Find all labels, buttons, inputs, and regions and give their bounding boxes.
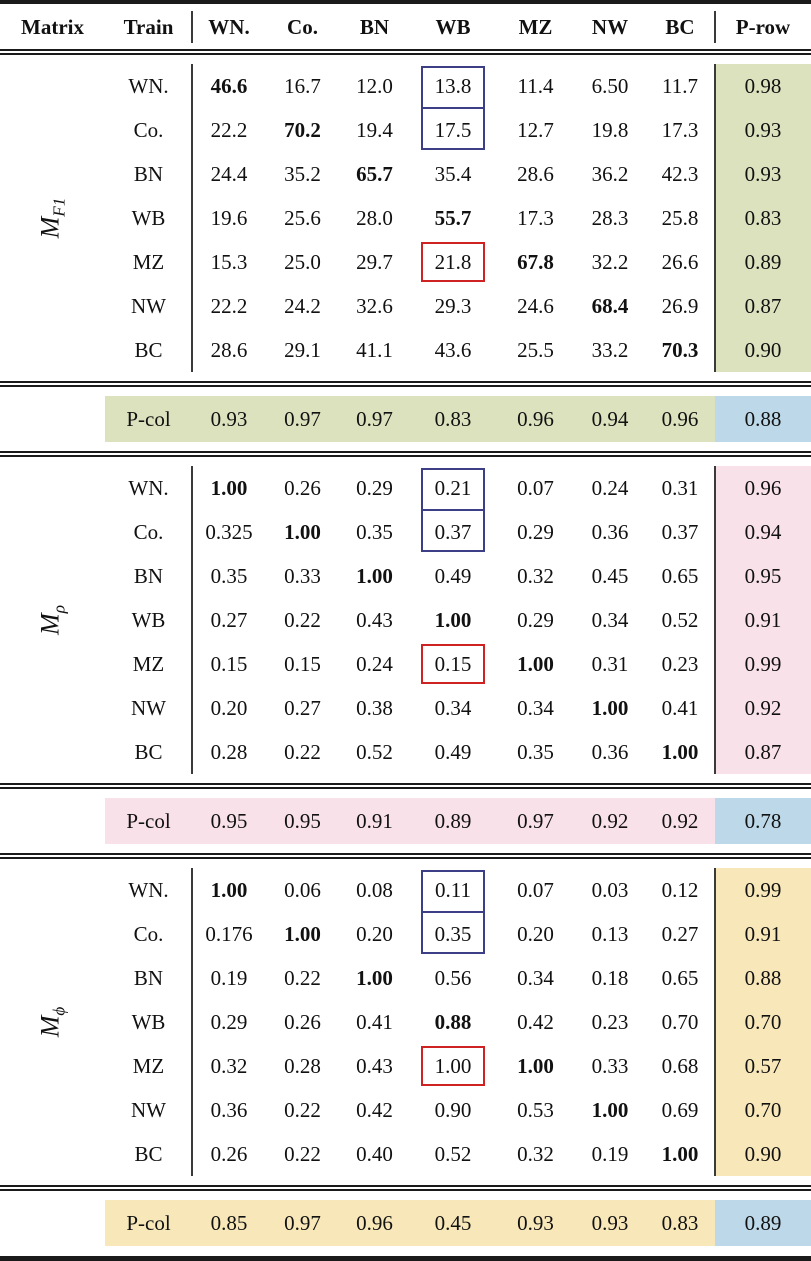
cell-value: 0.31 <box>591 652 629 676</box>
cell-value: 28.6 <box>517 162 554 186</box>
cell-value: 24.2 <box>284 294 321 318</box>
cell-value: 70.2 <box>284 118 321 142</box>
cell-value: 0.40 <box>356 1142 393 1166</box>
cell-value: 0.24 <box>356 652 393 676</box>
cell-value: 1.00 <box>356 564 393 588</box>
train-label-bn: BN <box>133 966 164 990</box>
prow-value: 0.92 <box>715 686 811 730</box>
cell-text: 0.11 <box>435 878 471 902</box>
prow-value: 0.91 <box>715 912 811 956</box>
pcol-value: 0.83 <box>410 396 496 442</box>
cell-value: 19.6 <box>192 196 266 240</box>
cell-value: 0.34 <box>591 608 629 632</box>
cell-value: 0.32 <box>192 1044 266 1088</box>
table-row <box>0 240 811 284</box>
table-row <box>0 284 811 328</box>
cell-value: 0.68 <box>661 1054 699 1078</box>
cell-value: 67.8 <box>517 250 554 274</box>
column-header-bc: BC <box>665 15 695 39</box>
cell-value: 0.38 <box>356 696 393 720</box>
pcol-value: 0.96 <box>645 396 715 442</box>
pcol-value: 0.97 <box>496 798 575 844</box>
train-label-wb: WB <box>131 1010 166 1034</box>
cell-value: 0.34 <box>517 696 554 720</box>
pcol-value: 0.96 <box>496 396 575 442</box>
cell-value: 70.3 <box>661 338 699 362</box>
train-label-bc: BC <box>134 1142 163 1166</box>
cell-value: 26.9 <box>661 294 699 318</box>
cell-value: 0.32 <box>517 1142 554 1166</box>
table-row <box>0 554 811 598</box>
cell-value: 0.20 <box>356 922 393 946</box>
pcol-value: 0.83 <box>645 1200 715 1246</box>
column-header-mz: MZ <box>518 15 553 39</box>
pcol-value: 0.93 <box>575 1200 645 1246</box>
cell-value: 1.00 <box>284 520 321 544</box>
cell-value: 1.00 <box>591 696 629 720</box>
cell-value <box>410 64 496 108</box>
cell-text: 1.00 <box>434 1054 472 1078</box>
pcol-value: 0.96 <box>339 1200 410 1246</box>
train-label-wb: WB <box>131 206 166 230</box>
cell-value: 0.42 <box>517 1010 554 1034</box>
cell-value: 0.49 <box>434 740 472 764</box>
pcol-matrix-spacer <box>0 798 105 844</box>
cell-value: 25.5 <box>517 338 554 362</box>
pcol-matrix-spacer <box>0 1200 105 1246</box>
cell-text: 13.8 <box>434 74 472 98</box>
cell-value: 0.29 <box>192 1000 266 1044</box>
cell-value: 0.34 <box>517 966 554 990</box>
block-2-top-spacer <box>0 859 811 868</box>
cell-value: 0.32 <box>517 564 554 588</box>
cell-value: 0.52 <box>356 740 393 764</box>
cell-value: 0.65 <box>661 966 699 990</box>
cell-value: 28.3 <box>591 206 629 230</box>
cell-value: 17.3 <box>661 118 699 142</box>
cell-value <box>410 466 496 510</box>
cell-value: 0.69 <box>661 1098 699 1122</box>
train-label-bc: BC <box>134 338 163 362</box>
column-header-wb: WB <box>435 15 471 39</box>
block-1-pcol-bottom-spacer <box>0 844 811 853</box>
cell-value: 0.26 <box>192 1132 266 1176</box>
train-label-co: Co. <box>133 118 164 142</box>
pcol-label: P-col <box>105 396 192 442</box>
block-2-pcol-bottom-spacer <box>0 1246 811 1255</box>
block-0-pcol-bottom-spacer <box>0 442 811 451</box>
table-row <box>0 1000 811 1044</box>
prow-value: 0.87 <box>715 284 811 328</box>
table-row <box>0 868 811 912</box>
table-row <box>0 108 811 152</box>
block-0-bottom-spacer <box>0 372 811 381</box>
pcol-row <box>0 798 811 844</box>
train-label-mz: MZ <box>132 250 165 274</box>
prow-value: 0.93 <box>715 152 811 196</box>
table-row <box>0 466 811 510</box>
cell-value: 0.37 <box>661 520 699 544</box>
cell-value: 0.45 <box>591 564 629 588</box>
cell-value <box>410 642 496 686</box>
cell-value <box>410 868 496 912</box>
cell-value: 0.56 <box>434 966 472 990</box>
table-bottom-rule-line <box>0 1255 811 1261</box>
prow-value: 0.90 <box>715 1132 811 1176</box>
cell-value: 0.31 <box>661 476 699 500</box>
cell-value <box>410 1044 496 1088</box>
cell-value: 0.88 <box>434 1010 472 1034</box>
cell-value: 15.3 <box>192 240 266 284</box>
prow-value: 0.90 <box>715 328 811 372</box>
pcol-prow-corner-value: 0.88 <box>715 396 811 442</box>
cell-value: 1.00 <box>517 1054 554 1078</box>
cell-value: 24.6 <box>517 294 554 318</box>
matrix-label-2 <box>0 868 105 1176</box>
matrix-label-0 <box>0 64 105 372</box>
cell-value: 35.2 <box>284 162 321 186</box>
pcol-prow-corner-value: 0.89 <box>715 1200 811 1246</box>
train-label-bc: BC <box>134 740 163 764</box>
cell-value: 0.28 <box>192 730 266 774</box>
cell-value: 0.49 <box>434 564 472 588</box>
cell-value: 0.35 <box>517 740 554 764</box>
prow-value: 0.88 <box>715 956 811 1000</box>
column-header-bn: BN <box>359 15 390 39</box>
pcol-matrix-spacer <box>0 396 105 442</box>
train-label-mz: MZ <box>132 1054 165 1078</box>
prow-value: 0.99 <box>715 868 811 912</box>
cell-value <box>410 240 496 284</box>
table-row <box>0 328 811 372</box>
pcol-value: 0.95 <box>266 798 339 844</box>
cell-value: 0.325 <box>192 510 266 554</box>
block-1-bottom-spacer <box>0 774 811 783</box>
pcol-value: 0.95 <box>192 798 266 844</box>
train-label-bn: BN <box>133 564 164 588</box>
cell-value: 11.4 <box>517 74 554 98</box>
cell-value: 0.29 <box>356 476 393 500</box>
cell-value: 68.4 <box>591 294 629 318</box>
cell-value: 0.65 <box>661 564 699 588</box>
cell-value: 0.27 <box>284 696 321 720</box>
cell-value: 0.22 <box>284 608 321 632</box>
table-bottom-rule <box>0 1255 811 1261</box>
column-header-co: Co. <box>287 15 318 39</box>
pcol-label: P-col <box>105 798 192 844</box>
cell-value: 65.7 <box>356 162 393 186</box>
prow-value: 0.70 <box>715 1088 811 1132</box>
cell-value: 41.1 <box>356 338 393 362</box>
cell-value: 0.36 <box>591 740 629 764</box>
cell-value: 0.22 <box>284 1142 321 1166</box>
train-label-wb: WB <box>131 608 166 632</box>
cell-value: 0.03 <box>591 878 629 902</box>
cell-value: 22.2 <box>192 284 266 328</box>
pcol-row <box>0 1200 811 1246</box>
cell-value: 24.4 <box>192 152 266 196</box>
cell-value <box>410 510 496 554</box>
cell-value: 0.43 <box>356 1054 393 1078</box>
pcol-prow-corner-value: 0.78 <box>715 798 811 844</box>
cell-value: 0.52 <box>661 608 699 632</box>
table-row <box>0 730 811 774</box>
pcol-value: 0.45 <box>410 1200 496 1246</box>
cell-value: 12.7 <box>517 118 554 142</box>
prow-value: 0.93 <box>715 108 811 152</box>
pcol-value: 0.91 <box>339 798 410 844</box>
block-0-top-spacer <box>0 55 811 64</box>
table-row <box>0 598 811 642</box>
pcol-value: 0.89 <box>410 798 496 844</box>
cell-value: 0.07 <box>517 476 554 500</box>
cell-value: 0.53 <box>517 1098 554 1122</box>
pcol-row <box>0 396 811 442</box>
block-2-bottom-spacer <box>0 1176 811 1185</box>
cell-value: 28.0 <box>356 206 393 230</box>
cell-value: 0.36 <box>192 1088 266 1132</box>
cell-value: 36.2 <box>591 162 629 186</box>
table-row <box>0 1132 811 1176</box>
pcol-value: 0.92 <box>575 798 645 844</box>
cell-value: 0.26 <box>284 1010 321 1034</box>
pcol-value: 0.85 <box>192 1200 266 1246</box>
block-0-pcol-top-spacer <box>0 387 811 396</box>
cell-text: 0.37 <box>434 520 472 544</box>
cell-value: 0.23 <box>591 1010 629 1034</box>
cell-value: 0.18 <box>591 966 629 990</box>
train-label-wn: WN. <box>128 878 169 902</box>
column-header-p-row: P-row <box>715 5 811 49</box>
column-header-train: Train <box>123 15 174 39</box>
matrix-label-text: $M_{F1}$ <box>35 197 69 239</box>
table-row <box>0 686 811 730</box>
matrix-label-text: $M_\phi$ <box>35 1006 69 1038</box>
cell-value: 33.2 <box>591 338 629 362</box>
cell-value: 43.6 <box>434 338 472 362</box>
cell-value: 0.35 <box>356 520 393 544</box>
table-row <box>0 152 811 196</box>
column-header-nw: NW <box>591 15 629 39</box>
pcol-value: 0.94 <box>575 396 645 442</box>
cell-value: 0.23 <box>661 652 699 676</box>
cell-value <box>410 108 496 152</box>
cell-value: 6.50 <box>591 74 629 98</box>
cell-value: 25.0 <box>284 250 321 274</box>
train-label-wn: WN. <box>128 74 169 98</box>
cell-value: 0.34 <box>434 696 472 720</box>
cell-value <box>410 912 496 956</box>
cell-value: 29.7 <box>356 250 393 274</box>
train-label-bn: BN <box>133 162 164 186</box>
cell-value: 1.00 <box>192 466 266 510</box>
cell-value: 0.29 <box>517 520 554 544</box>
cell-text: 0.35 <box>434 922 472 946</box>
cell-value: 1.00 <box>661 740 699 764</box>
cell-value: 0.33 <box>284 564 321 588</box>
cell-value: 28.6 <box>192 328 266 372</box>
cell-value: 0.15 <box>284 652 321 676</box>
table-row <box>0 64 811 108</box>
cell-value: 0.22 <box>284 1098 321 1122</box>
prow-value: 0.89 <box>715 240 811 284</box>
cell-value: 0.28 <box>284 1054 321 1078</box>
cell-value: 32.6 <box>356 294 393 318</box>
cell-text: 0.15 <box>434 652 472 676</box>
cell-value: 1.00 <box>356 966 393 990</box>
cell-text: 17.5 <box>434 118 472 142</box>
train-label-co: Co. <box>133 520 164 544</box>
cell-value: 55.7 <box>434 206 472 230</box>
cell-value: 0.19 <box>192 956 266 1000</box>
block-1-top-spacer <box>0 457 811 466</box>
pcol-value: 0.92 <box>645 798 715 844</box>
pcol-label: P-col <box>105 1200 192 1246</box>
table-row <box>0 196 811 240</box>
cell-text: 21.8 <box>434 250 472 274</box>
cell-value: 12.0 <box>356 74 393 98</box>
table-row <box>0 510 811 554</box>
train-label-mz: MZ <box>132 652 165 676</box>
prow-value: 0.91 <box>715 598 811 642</box>
cell-value: 0.33 <box>591 1054 629 1078</box>
cell-value: 0.27 <box>661 922 699 946</box>
prow-value: 0.70 <box>715 1000 811 1044</box>
cell-value: 1.00 <box>661 1142 699 1166</box>
cell-value: 0.22 <box>284 966 321 990</box>
train-label-co: Co. <box>133 922 164 946</box>
cell-value: 0.08 <box>356 878 393 902</box>
cell-value: 11.7 <box>662 74 698 98</box>
prow-value: 0.83 <box>715 196 811 240</box>
cell-value: 0.27 <box>192 598 266 642</box>
cell-value: 0.06 <box>284 878 321 902</box>
cell-value: 0.26 <box>284 476 321 500</box>
cell-value: 1.00 <box>284 922 321 946</box>
cell-value: 29.1 <box>284 338 321 362</box>
cell-text: 0.21 <box>434 476 472 500</box>
prow-value: 0.57 <box>715 1044 811 1088</box>
cell-value: 0.20 <box>517 922 554 946</box>
cell-value: 0.07 <box>517 878 554 902</box>
matrix-label-1 <box>0 466 105 774</box>
cell-value: 0.42 <box>356 1098 393 1122</box>
cell-value: 0.19 <box>591 1142 629 1166</box>
table-row <box>0 1044 811 1088</box>
cell-value: 0.13 <box>591 922 629 946</box>
table-row <box>0 912 811 956</box>
cell-value: 0.24 <box>591 476 629 500</box>
pcol-value: 0.97 <box>266 396 339 442</box>
train-label-wn: WN. <box>128 476 169 500</box>
cell-value: 0.43 <box>356 608 393 632</box>
cell-value: 29.3 <box>434 294 472 318</box>
pcol-value: 0.93 <box>192 396 266 442</box>
cell-value: 19.8 <box>591 118 629 142</box>
cell-value: 17.3 <box>517 206 554 230</box>
prow-value: 0.99 <box>715 642 811 686</box>
cell-value: 42.3 <box>661 162 699 186</box>
cell-value: 0.41 <box>661 696 699 720</box>
block-2-pcol-top-spacer <box>0 1191 811 1200</box>
column-header-wn: WN. <box>192 5 266 49</box>
table-row <box>0 956 811 1000</box>
cell-value: 0.29 <box>517 608 554 632</box>
cell-value: 0.176 <box>192 912 266 956</box>
train-label-nw: NW <box>131 1098 166 1122</box>
prow-value: 0.95 <box>715 554 811 598</box>
cell-value: 25.8 <box>661 206 699 230</box>
table-header-row <box>0 5 811 49</box>
cell-value: 1.00 <box>591 1098 629 1122</box>
table-row <box>0 642 811 686</box>
train-label-nw: NW <box>131 294 166 318</box>
cell-value: 0.22 <box>284 740 321 764</box>
prow-value: 0.98 <box>715 64 811 108</box>
block-1-pcol-top-spacer <box>0 789 811 798</box>
pcol-value: 0.97 <box>266 1200 339 1246</box>
cell-value: 0.12 <box>661 878 699 902</box>
pcol-value: 0.93 <box>496 1200 575 1246</box>
cell-value: 25.6 <box>284 206 321 230</box>
pcol-value: 0.97 <box>339 396 410 442</box>
cell-value: 0.35 <box>192 554 266 598</box>
cell-value: 26.6 <box>661 250 699 274</box>
cell-value: 0.52 <box>434 1142 472 1166</box>
cell-value: 0.20 <box>192 686 266 730</box>
cell-value: 35.4 <box>434 162 472 186</box>
table-row <box>0 1088 811 1132</box>
cell-value: 0.90 <box>434 1098 472 1122</box>
cell-value: 46.6 <box>192 64 266 108</box>
train-label-nw: NW <box>131 696 166 720</box>
prow-value: 0.94 <box>715 510 811 554</box>
cell-value: 1.00 <box>192 868 266 912</box>
cell-value: 0.36 <box>591 520 629 544</box>
cell-value: 22.2 <box>192 108 266 152</box>
prow-value: 0.96 <box>715 466 811 510</box>
cell-value: 0.41 <box>356 1010 393 1034</box>
cell-value: 32.2 <box>591 250 629 274</box>
cell-value: 16.7 <box>284 74 321 98</box>
cell-value: 1.00 <box>434 608 472 632</box>
matrix-label-text: $M_\rho$ <box>35 605 69 635</box>
cell-value: 0.15 <box>192 642 266 686</box>
cell-value: 1.00 <box>517 652 554 676</box>
cell-value: 19.4 <box>356 118 393 142</box>
column-header-matrix: Matrix <box>21 15 84 39</box>
prow-value: 0.87 <box>715 730 811 774</box>
cell-value: 0.70 <box>661 1010 699 1034</box>
